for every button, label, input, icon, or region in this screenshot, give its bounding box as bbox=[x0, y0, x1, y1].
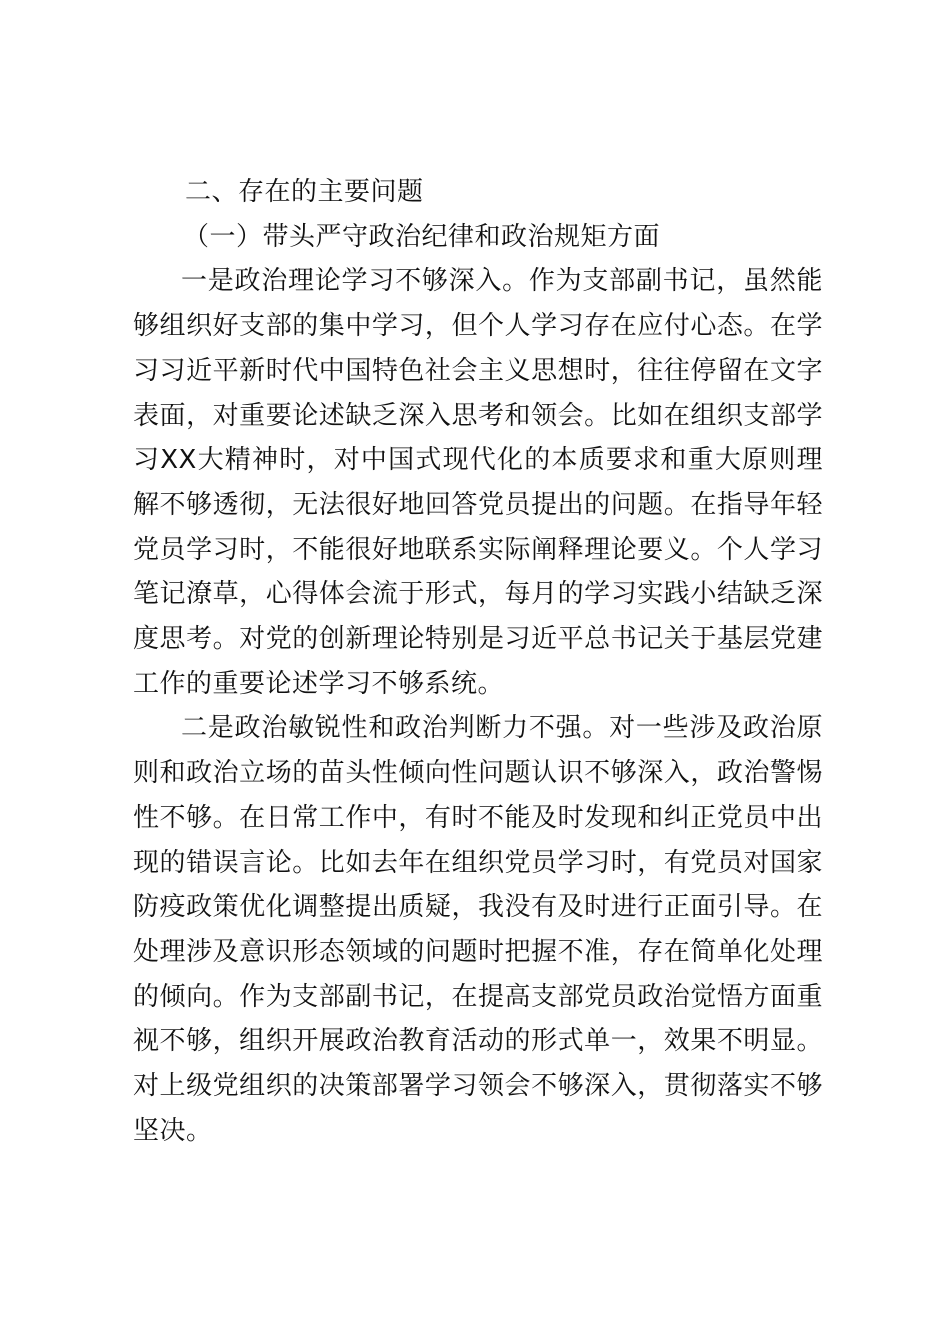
section-heading: 二、存在的主要问题 bbox=[185, 177, 424, 207]
paragraph-political-theory: 一是政治理论学习不够深入。作为支部副书记，虽然能够组织好支部的集中学习，但个人学习存在应付心态。在学习习近平新时代中国特色社会主义思想时，往往停留在文字表面，对重要论述缺乏深入思考和领会。比如在组织支部学习XX大精神时，对中国式现代化的本质要求和重大原则理解不够透彻，无法很好地回答党员提出的问题。在指导年轻党员学习时，不能很好地联系实际阐释理论要义。个人学习笔记潦草，心得体会流于形式，每月的学习实践小结缺乏深度思考。对党的创新理论特别是习近平总书记关于基层党建工作的重要论述学习不够系统。 bbox=[133, 266, 823, 699]
document-body bbox=[133, 170, 823, 1153]
paragraph-political-sensitivity: 二是政治敏锐性和政治判断力不强。对一些涉及政治原则和政治立场的苗头性倾向性问题认识不够深入，政治警惕性不够。在日常工作中，有时不能及时发现和纠正党员中出现的错误言论。比如去年在组织党员学习时，有党员对国家防疫政策优化调整提出质疑，我没有及时进行正面引导。在处理涉及意识形态领域的问题时把握不准，存在简单化处理的倾向。作为支部副书记，在提高支部党员政治觉悟方面重视不够，组织开展政治教育活动的形式单一，效果不明显。对上级党组织的决策部署学习领会不够深入，贯彻落实不够坚决。 bbox=[133, 713, 823, 1146]
subsection-heading: （一）带头严守政治纪律和政治规矩方面 bbox=[183, 221, 661, 252]
